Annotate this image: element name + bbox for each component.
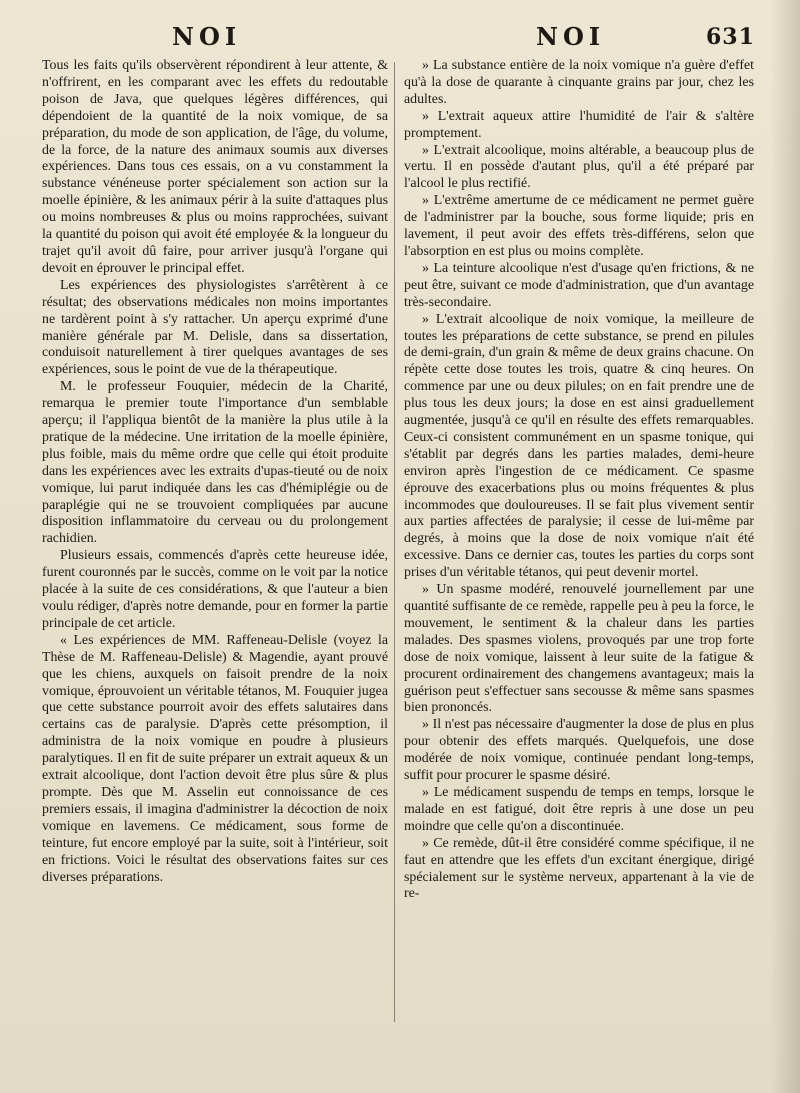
paragraph: » L'extrait alcoolique, moins altérable, a beaucoup plus de vertu. Il en possède d'autant plus, qu'il a été préparé par l'alcool le plus rectifié. xyxy=(404,142,754,192)
header-title-right: NOI xyxy=(536,22,606,51)
right-column xyxy=(404,58,754,903)
paragraph: Les expériences des physiologistes s'arrêtèrent à ce résultat; des observations médicales non moins importantes ne tardèrent point à s'y rattacher. Un aperçu exprimé d'une manière générale par M. Delisle, dans sa dissertation, conduisoit naturellement à tirer quelques avantages de ses expériences, sous le point de vue de la thérapeutique. xyxy=(42,277,388,378)
paragraph: » La teinture alcoolique n'est d'usage qu'en frictions, & ne peut être, suivant ce mode d'administration, que d'un avantage très-secondaire. xyxy=(404,260,754,310)
paragraph: Tous les faits qu'ils observèrent répondirent à leur attente, & n'offrirent, en les comparant avec les effets du redoutable poison de Java, que quelques légères différences, qui dépendoient de la quantité de la noix vomique, de sa préparation, du mode de son application, de l'âge, du volume, de la force, de la nature des animaux soumis aux diverses expériences. Dans tous ces essais, on a vu constamment la substance vénéneuse porter spécialement son action sur la moelle épinière, & les animaux périr à la suite d'attaques plus ou moins nombreuses & plus ou moins rapprochées, suivant la quantité du poison qui avoit été employée & la longueur du trajet qu'il avoit dû faire, pour arriver jusqu'à l'organe qui devoit en éprouver le principal effet. xyxy=(42,58,388,276)
paragraph: » L'extrait aqueux attire l'humidité de l'air & s'altère promptement. xyxy=(404,108,754,141)
paragraph: » Il n'est pas nécessaire d'augmenter la dose de plus en plus pour obtenir des effets marqués. Quelquefois, une dose modérée de noix vomique, continuée pendant long-temps, suffit pour procurer le spasme désiré. xyxy=(404,717,754,784)
paragraph: » Le médicament suspendu de temps en temps, lorsque le malade en est fatigué, doit être repris à une dose un peu moindre que celle qu'on a discontinuée. xyxy=(404,784,754,834)
paragraph: » La substance entière de la noix vomique n'a guère d'effet qu'à la dose de quarante à cinquante grains par jour, chez les adultes. xyxy=(404,58,754,107)
header-title-left: NOI xyxy=(172,22,242,51)
running-header xyxy=(0,22,800,52)
left-column xyxy=(42,58,388,886)
page-number: 631 xyxy=(706,24,755,50)
paragraph: « Les expériences de MM. Raffeneau-Delisle (voyez la Thèse de M. Raffeneau-Delisle) & Magendie, ayant prouvé que les chiens, auxquels on faisoit prendre de la noix vomique, éprouvoient un véritable tétanos, M. Fouquier jugea que cette substance pourroit avoir des effets salutaires dans certains cas de paralysie. D'après cette présomption, il administra de la noix vomique en poudre à plusieurs paralytiques. Il en fit de suite préparer un extrait aqueux & un extrait alcoolique, dont l'action devoit être plus sûre & plus prompte. Dès que M. Asselin eut connoissance de ces premiers essais, il imagina d'administrer la décoction de noix vomique en lavemens. Ce médicament, sous forme de teinture, fut encore employé par la suite, soit à l'intérieur, soit en frictions. Voici le résultat des observations faites sur ces diverses préparations. xyxy=(42,632,388,885)
paragraph: » L'extrême amertume de ce médicament ne permet guère de l'administrer par la bouche, sous forme liquide; pris en lavement, il peut avoir des effets très-différens, selon que l'absorption en est plus ou moins complète. xyxy=(404,193,754,259)
paragraph: M. le professeur Fouquier, médecin de la Charité, remarqua le premier toute l'importance d'un semblable aperçu; il l'appliqua bientôt de la manière la plus utile à la pratique de la médecine. Une irritation de la moelle épinière, plus foible, mais du même ordre que celle qui étoit produite dans les expériences avec les extraits d'upas-tieuté ou de noix vomique, lui parut indiquée dans les cas d'hémiplégie ou de paraplégie qui ne se trouvoient compliquées par aucune disposition inflammatoire du cerveau ou du prolongement rachidien. xyxy=(42,379,388,547)
paragraph: Plusieurs essais, commencés d'après cette heureuse idée, furent couronnés par le succès, comme on le voit par la notice placée à la suite de ces considérations, & que l'auteur a bien voulu rédiger, d'après notre demande, pour en former la partie principale de cet article. xyxy=(42,548,388,631)
paragraph: » Ce remède, dût-il être considéré comme spécifique, il ne faut en attendre que les effets d'un excitant énergique, dirigé spécialement sur le système nerveux, appartenant à la vie de re- xyxy=(404,835,754,902)
paragraph: » Un spasme modéré, renouvelé journellement par une quantité suffisante de ce remède, rappelle peu à peu la force, le mouvement, le sentiment & la chaleur dans les parties malades. Des spasmes violens, provoqués par une trop forte dose de noix vomique, laissent à leur suite de la fatigue & procurent ordinairement des changemens avantageux; mais la guérison peut s'effectuer sans secousse & même sans spasmes bien prononcés. xyxy=(404,582,754,716)
paragraph: » L'extrait alcoolique de noix vomique, la meilleure de toutes les préparations de cette substance, se prend en pilules de demi-grain, d'un grain & même de deux grains chacune. On répète cette dose toutes les trois, quatre & cinq heures. On commence par une ou deux pilules; on en fait prendre une de plus tous les deux jours; la dose en est ainsi graduellement augmentée, jusqu'à ce qu'il en résulte des effets remarquables. Ceux-ci consistent communément en un spasme tonique, qui s'établit par degrés dans les parties malades, demi-heure environ après l'ingestion de ce médicament. Ce spasme éprouve des exacerbations plus ou moins fréquentes & plus incommodes que douloureuses. Il se fait plus vivement sentir aux parties affectées de paralysie; il cesse de lui-même par degrés, à moins que la dose de noix vomique n'ait été excessive. Dans ce dernier cas, toutes les parties du corps sont prises d'un véritable tétanos, qui peut devenir mortel. xyxy=(404,311,754,581)
page-edge-shadow xyxy=(770,0,800,1093)
column-divider xyxy=(394,62,395,1022)
